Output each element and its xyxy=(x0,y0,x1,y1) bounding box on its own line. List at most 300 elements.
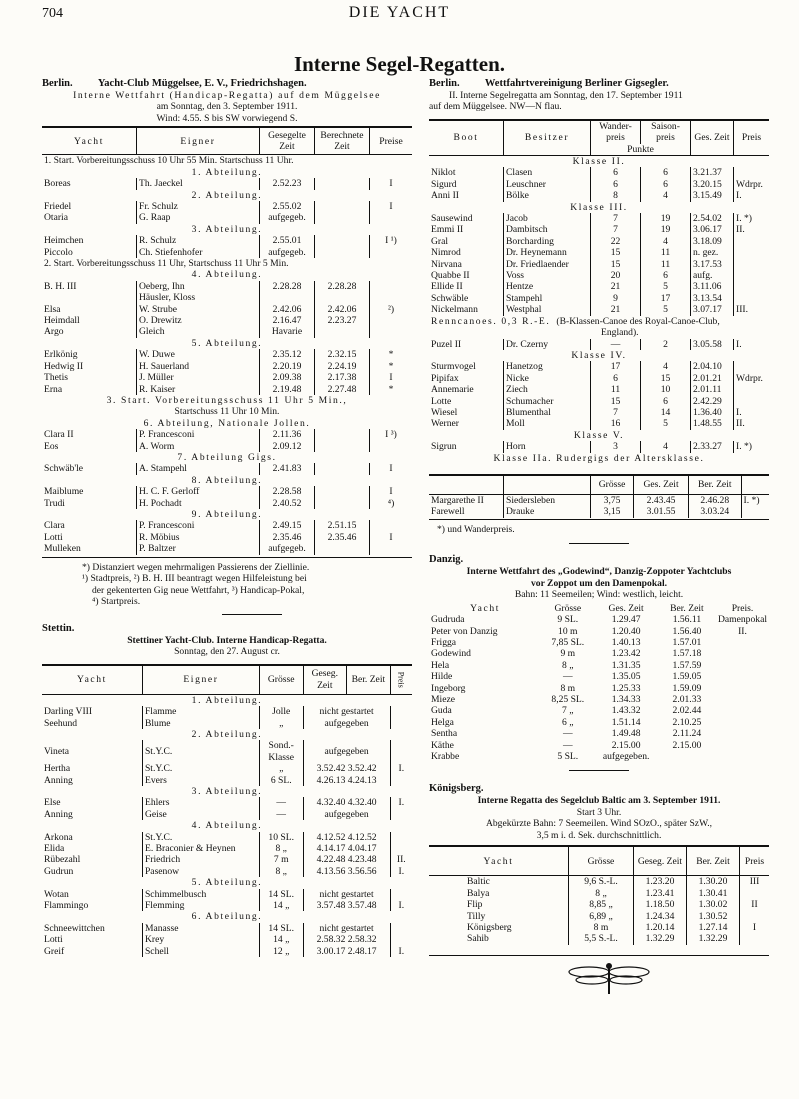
col-size: Grösse xyxy=(554,602,582,614)
yacht-name: Hertha xyxy=(42,763,142,774)
prize xyxy=(390,889,412,900)
table-row xyxy=(42,361,412,372)
table-row xyxy=(429,167,769,178)
sailed-time: aufgegeb. xyxy=(260,247,315,258)
corrected-time: 1.32.29 xyxy=(687,933,740,944)
boat-name: Pipifax xyxy=(431,372,459,384)
owner: H. Pochadt xyxy=(137,498,260,509)
total-time: 2.33.27 xyxy=(691,441,734,452)
table-row xyxy=(42,729,412,740)
owner: Nicke xyxy=(504,373,591,384)
canoe-line xyxy=(429,316,769,339)
total-time: 3.01.55 xyxy=(634,506,689,517)
total-time: 1.36.40 xyxy=(691,407,734,418)
size: 9,6 S.-L. xyxy=(569,876,634,888)
col-corrected-time: Ber. Zeit xyxy=(687,846,740,876)
boat-name: Lotte xyxy=(431,395,452,407)
table-row xyxy=(42,718,412,729)
boat-name: Quabbe II xyxy=(431,270,470,282)
col-points: Punkte xyxy=(591,144,691,156)
prize: I. *) xyxy=(736,441,752,453)
corrected-time: 1.57.59 xyxy=(672,659,702,671)
corrected-time: 2.42.06 xyxy=(315,304,370,315)
col-prize: Preis xyxy=(740,846,770,876)
stettin-club-text: Stettiner Yacht-Club. Interne Handicap-Regatta. xyxy=(127,634,327,646)
corrected-time: 2.01.33 xyxy=(672,694,702,705)
corrected-time: 1.57.01 xyxy=(672,636,702,648)
yacht-name: Maiblume xyxy=(44,486,84,498)
owner: O. Drewitz xyxy=(137,315,260,326)
table-row xyxy=(429,933,769,944)
total-time: 2.15.00 xyxy=(611,739,641,751)
prize: I. xyxy=(736,338,742,350)
prize: ²) xyxy=(387,303,395,315)
berlin2-table xyxy=(429,119,769,464)
col-corrected-time: Ber. Zeit xyxy=(670,602,704,614)
total-time: 1.35.05 xyxy=(611,671,641,683)
corrected-time xyxy=(315,235,370,246)
total-time: 1.23.42 xyxy=(611,648,641,660)
koenigsberg-sub2: Abgekürzte Bahn: 7 Seemeilen. Wind SOzO., später SzW., xyxy=(485,818,713,830)
wander-points: 7 xyxy=(591,407,641,418)
boat-name: Wiesel xyxy=(431,406,458,418)
table-row xyxy=(429,494,769,506)
canoe-a: Renncanoes. 0,3 R.-E. xyxy=(431,315,551,327)
yacht-name: Godewind xyxy=(431,648,471,660)
prize xyxy=(734,270,770,281)
prize xyxy=(734,384,770,395)
table-row xyxy=(42,212,412,223)
wander-points: 16 xyxy=(591,418,641,429)
col-prize xyxy=(390,665,412,695)
sailed-time: 1.23.41 xyxy=(634,888,687,899)
owner: Ch. Stiefenhofer xyxy=(137,247,260,258)
owner: Blumenthal xyxy=(504,407,591,418)
season-points: 19 xyxy=(641,213,691,224)
size: Jolle xyxy=(259,706,303,717)
col-prize: Preis. xyxy=(731,602,754,614)
yacht-name: Balya xyxy=(429,888,569,899)
journal-title: DIE YACHT xyxy=(348,4,451,21)
boat-name: Emmi II xyxy=(431,224,464,236)
size: — xyxy=(259,809,303,820)
corrected-time: 1.30.41 xyxy=(687,888,740,899)
owner: Dr. Czerny xyxy=(504,339,591,350)
total-time: 2.04.10 xyxy=(691,361,734,372)
corrected-time: 2.17.38 xyxy=(315,372,370,383)
table-row xyxy=(429,190,769,201)
corrected-time xyxy=(315,441,370,452)
table-row xyxy=(42,167,412,178)
prize xyxy=(716,717,769,728)
size: 6,89 „ xyxy=(569,911,634,922)
size: 6 „ xyxy=(562,716,574,728)
table-row xyxy=(42,486,412,497)
corrected-time: 2.35.46 xyxy=(315,532,370,543)
table-row xyxy=(429,740,769,751)
size: 8,85 „ xyxy=(569,899,634,910)
boat-name: Anni II xyxy=(431,190,459,202)
yacht-name: Baltic xyxy=(429,876,569,888)
season-points: 6 xyxy=(641,167,691,178)
table-row xyxy=(429,911,769,922)
corrected-time: 2.11.24 xyxy=(672,728,702,740)
prize: * xyxy=(388,383,394,395)
table-row xyxy=(429,179,769,190)
sailed-time: 2.42.06 xyxy=(260,304,315,315)
sailed-time xyxy=(260,292,315,303)
note-line: ⁴) Startpreis. xyxy=(92,596,141,608)
owner: Pasenow xyxy=(142,866,259,877)
season-points: 4 xyxy=(641,236,691,247)
corrected-time: 1.27.14 xyxy=(687,922,740,933)
table-row xyxy=(42,178,412,189)
table-row xyxy=(429,236,769,247)
size: 5,5 S.-L. xyxy=(569,933,634,944)
season-points: 15 xyxy=(641,373,691,384)
prize: I. xyxy=(398,865,405,877)
yacht-name: Vineta xyxy=(42,740,142,763)
owner: P. Francesconi xyxy=(137,429,260,440)
table-row xyxy=(429,304,769,315)
prize xyxy=(370,281,413,292)
yacht-name: Greif xyxy=(42,946,142,957)
prize: II xyxy=(751,899,758,911)
division-heading: 3. Abteilung. xyxy=(191,223,263,235)
sailed-time: 2.49.15 xyxy=(260,520,315,531)
boat-name: Nimrod xyxy=(431,247,461,259)
wander-points: 22 xyxy=(591,236,641,247)
corrected-time: 1.59.09 xyxy=(672,682,702,694)
yacht-name: Königsberg xyxy=(429,922,569,933)
table-row xyxy=(42,911,412,922)
prize xyxy=(716,660,769,671)
table-row xyxy=(42,304,412,315)
times: nicht gestartet xyxy=(303,889,390,900)
prize xyxy=(740,933,770,944)
season-points: 11 xyxy=(641,259,691,270)
prize: I xyxy=(389,463,393,475)
owner: Stampehl xyxy=(504,293,591,304)
col-corrected-time: Berechnete Zeit xyxy=(315,127,370,155)
col-sailed-time: Geseg. Zeit xyxy=(634,846,687,876)
wander-points: 15 xyxy=(591,247,641,258)
berlin1-notes xyxy=(42,562,412,608)
sailed-time: 2.35.46 xyxy=(260,532,315,543)
corrected-time xyxy=(315,292,370,303)
prize xyxy=(716,694,769,705)
boat-name: Werner xyxy=(431,418,459,430)
table-row xyxy=(429,694,769,705)
division-heading: 2. Abteilung. xyxy=(191,189,263,201)
total-time: 1.25.33 xyxy=(611,682,641,694)
table-row xyxy=(429,247,769,258)
times: nicht gestartet xyxy=(303,706,390,717)
prize: * xyxy=(388,360,394,372)
col-size: Grösse xyxy=(569,846,634,876)
yacht-name: B. H. III xyxy=(44,280,77,292)
owner: Horn xyxy=(504,441,591,452)
table-row xyxy=(42,235,412,246)
yacht-name: Anning xyxy=(42,775,142,786)
berlin2-sub2: auf dem Müggelsee. NW—N flau. xyxy=(429,101,562,113)
owner: Manasse xyxy=(142,923,259,934)
corrected-time: 1.57.18 xyxy=(672,648,702,660)
prize: I. xyxy=(398,945,405,957)
wander-points: — xyxy=(591,339,641,350)
table-row xyxy=(429,281,769,292)
col-yacht: Yacht xyxy=(470,602,501,614)
size: Sond.-Klasse xyxy=(259,740,303,763)
table-row xyxy=(42,349,412,360)
owner: Dr. Friedlaender xyxy=(504,259,591,270)
boat-name: Annemarie xyxy=(431,384,474,396)
table-row xyxy=(42,463,412,474)
wander-points: 7 xyxy=(591,224,641,235)
yacht-name: Flip xyxy=(429,899,569,910)
prize xyxy=(390,934,412,945)
owner: Friedrich xyxy=(142,854,259,865)
owner: Th. Jaeckel xyxy=(137,178,260,189)
sailed-time: 1.32.29 xyxy=(634,933,687,944)
boat-name: Margarethe II xyxy=(429,494,504,506)
yacht-name: Mulleken xyxy=(44,543,81,555)
owner: Bölke xyxy=(504,190,591,201)
col-total-time: Ges. Zeit xyxy=(608,602,644,614)
corrected-time: 1.59.05 xyxy=(672,671,702,683)
prize: I ³) xyxy=(385,429,397,441)
table-row xyxy=(42,395,412,418)
wander-points: 21 xyxy=(591,281,641,292)
owner: Flamme xyxy=(142,706,259,717)
table-row xyxy=(429,888,769,899)
owner: Schimmelbusch xyxy=(142,889,259,900)
corrected-time xyxy=(315,212,370,223)
sailed-time: 2.16.47 xyxy=(260,315,315,326)
col-season-prize: Saison-preis xyxy=(641,120,691,144)
total-time: aufg. xyxy=(691,270,734,281)
prize xyxy=(390,740,412,763)
total-time: 3.18.09 xyxy=(691,236,734,247)
owner: Blume xyxy=(142,718,259,729)
boat-name: Niklot xyxy=(431,167,456,179)
koenigsberg-table xyxy=(429,845,769,944)
corrected-time xyxy=(315,201,370,212)
owner: Dr. Heynemann xyxy=(504,247,591,258)
yacht-name: Argo xyxy=(44,326,64,338)
danzig-table xyxy=(429,603,769,763)
table-row xyxy=(42,946,412,957)
size: 14 SL. xyxy=(259,889,303,900)
gigs-blank xyxy=(429,475,504,495)
table-row xyxy=(429,441,769,452)
size: 14 SL. xyxy=(259,923,303,934)
division-heading: 6. Abteilung. xyxy=(191,911,263,923)
table-row xyxy=(42,786,412,797)
berlin1-sub1: Interne Wettfahrt (Handicap-Regatta) auf dem Müggelsee xyxy=(73,89,381,101)
start-3a: 3. Start. Vorbereitungsschuss 11 Uhr 5 Min., xyxy=(106,394,348,406)
yacht-name: Eos xyxy=(44,440,59,452)
class-heading: Klasse IIa. Rudergigs der Altersklasse. xyxy=(493,452,705,464)
prize: I. xyxy=(398,900,405,912)
corrected-time xyxy=(315,178,370,189)
table-row xyxy=(429,224,769,235)
start-line: 2. Start. Vorbereitungsschuss 11 Uhr, Startschuss 11 Uhr 5 Min. xyxy=(44,258,289,270)
season-points: 6 xyxy=(641,270,691,281)
yacht-name: Hela xyxy=(431,659,450,671)
start-line xyxy=(42,395,412,418)
col-sailed-time: Geseg. Zeit xyxy=(303,665,347,695)
yacht-name xyxy=(42,292,137,303)
times: 3.57.48 3.57.48 xyxy=(303,900,390,911)
yacht-name: Otaria xyxy=(44,212,68,224)
prize xyxy=(741,506,769,517)
col-yacht: Yacht xyxy=(42,665,142,695)
koenigsberg-heading xyxy=(429,783,769,795)
size: — xyxy=(259,797,303,808)
corrected-time: 2.02.44 xyxy=(672,705,702,717)
col-wander-prize: Wander-preis xyxy=(591,120,641,144)
yacht-name: Trudi xyxy=(44,497,65,509)
boat-name: Nickelmann xyxy=(431,304,478,316)
yacht-name: Sahib xyxy=(429,933,569,944)
table-row xyxy=(42,820,412,831)
owner: Häusler, Kloss xyxy=(137,292,260,303)
total-time: 2.42.29 xyxy=(691,396,734,407)
prize: Wdrpr. xyxy=(736,178,763,190)
season-points: 2 xyxy=(641,339,691,350)
season-points: 4 xyxy=(641,361,691,372)
division-heading: 8. Abteilung. xyxy=(191,474,263,486)
corrected-time xyxy=(315,543,370,554)
yacht-name: Peter von Danzig xyxy=(431,625,498,637)
table-row xyxy=(42,384,412,395)
danzig-club-line2: vor Zoppot um den Damenpokal. xyxy=(530,577,668,589)
danzig-heading xyxy=(429,554,769,566)
wander-points: 17 xyxy=(591,361,641,372)
table-row xyxy=(429,922,769,933)
col-sailed-time: Gesegelte Zeit xyxy=(260,127,315,155)
table-row xyxy=(429,418,769,429)
owner: R. Möbius xyxy=(137,532,260,543)
size: — xyxy=(562,739,573,751)
prize: I. *) xyxy=(736,213,752,225)
prize xyxy=(370,315,413,326)
stettin-sub: Sonntag, den 27. August cr. xyxy=(174,646,280,658)
size: — xyxy=(562,728,573,740)
size: 14 „ xyxy=(259,934,303,945)
sailed-time: 2.20.19 xyxy=(260,361,315,372)
table-row xyxy=(429,705,769,716)
berlin2-city: Berlin. xyxy=(429,78,460,89)
owner: Evers xyxy=(142,775,259,786)
yacht-name: Hedwig II xyxy=(44,360,84,372)
table-row xyxy=(42,775,412,786)
prize xyxy=(716,705,769,716)
sailed-time: aufgegeb. xyxy=(260,543,315,554)
prize xyxy=(716,683,769,694)
size: 7,85 SL. xyxy=(551,636,585,648)
owner: P. Baltzer xyxy=(137,543,260,554)
prize xyxy=(370,441,413,452)
total-time: 2.54.02 xyxy=(691,213,734,224)
times: 4.32.40 4.32.40 xyxy=(303,797,390,808)
danzig-club-line1: Interne Wettfahrt des „Godewind“, Danzig-Zoppoter Yachtclubs xyxy=(466,565,732,577)
size: 9 SL. xyxy=(557,614,579,626)
yacht-name: Frigga xyxy=(431,636,457,648)
season-points: 19 xyxy=(641,224,691,235)
division-heading: 6. Abteilung, Nationale Jollen. xyxy=(143,417,311,429)
corrected-time xyxy=(315,429,370,440)
sailed-time: 1.24.34 xyxy=(634,911,687,922)
division-heading: 9. Abteilung. xyxy=(191,508,263,520)
total-time: 2.01.21 xyxy=(691,373,734,384)
owner: Geise xyxy=(142,809,259,820)
total-time: 2.43.45 xyxy=(634,494,689,506)
owner: Jacob xyxy=(504,213,591,224)
danzig-city: Danzig. xyxy=(429,554,464,566)
table-row xyxy=(42,224,412,235)
page-number: 704 xyxy=(42,6,63,21)
size: 8 m xyxy=(560,682,576,694)
sailed-time: 2.19.48 xyxy=(260,384,315,395)
corrected-time: 1.56.40 xyxy=(672,625,702,637)
gigs-table xyxy=(429,474,769,518)
berlin1-heading xyxy=(42,78,412,90)
table-row xyxy=(42,281,412,292)
yacht-name: Mieze xyxy=(431,694,455,705)
corrected-time xyxy=(315,463,370,474)
owner: A. Worm xyxy=(137,441,260,452)
berlin1-city: Berlin. xyxy=(42,78,73,89)
prize xyxy=(734,293,770,304)
wander-points: 6 xyxy=(591,179,641,190)
owner: A. Stampehl xyxy=(137,463,260,474)
sailed-time: 2.28.28 xyxy=(260,281,315,292)
yacht-name: Gudruda xyxy=(431,614,465,626)
prize: I. xyxy=(736,406,742,418)
size: 8 „ xyxy=(259,843,303,854)
owner: Ehlers xyxy=(142,797,259,808)
sailed-time: 2.55.02 xyxy=(260,201,315,212)
table-row xyxy=(42,532,412,543)
col-yacht: Yacht xyxy=(42,127,137,155)
yacht-name: Seehund xyxy=(42,718,142,729)
size: 14 „ xyxy=(259,900,303,911)
wander-points: 11 xyxy=(591,384,641,395)
owner: Fr. Schulz xyxy=(137,201,260,212)
prize xyxy=(390,843,412,854)
owner: G. Raap xyxy=(137,212,260,223)
prize xyxy=(734,361,770,372)
boat-name: Schwäble xyxy=(431,292,469,304)
times: 4.22.48 4.23.48 xyxy=(303,854,390,865)
prize: I xyxy=(389,486,393,498)
table-row xyxy=(42,923,412,934)
times: 4.13.56 3.56.56 xyxy=(303,866,390,877)
table-row xyxy=(42,509,412,520)
sailed-time: 2.28.58 xyxy=(260,486,315,497)
corrected-time: 2.24.19 xyxy=(315,361,370,372)
col-corrected-time: Ber. Zeit xyxy=(688,475,741,495)
col-prize xyxy=(741,475,769,495)
stettin-heading xyxy=(42,623,412,635)
corrected-time: 2.32.15 xyxy=(315,349,370,360)
koenigsberg-sub1: Start 3 Uhr. xyxy=(576,806,622,818)
times: aufgegeben xyxy=(303,718,390,729)
yacht-name: Clara II xyxy=(44,429,74,441)
table-row xyxy=(429,430,769,441)
